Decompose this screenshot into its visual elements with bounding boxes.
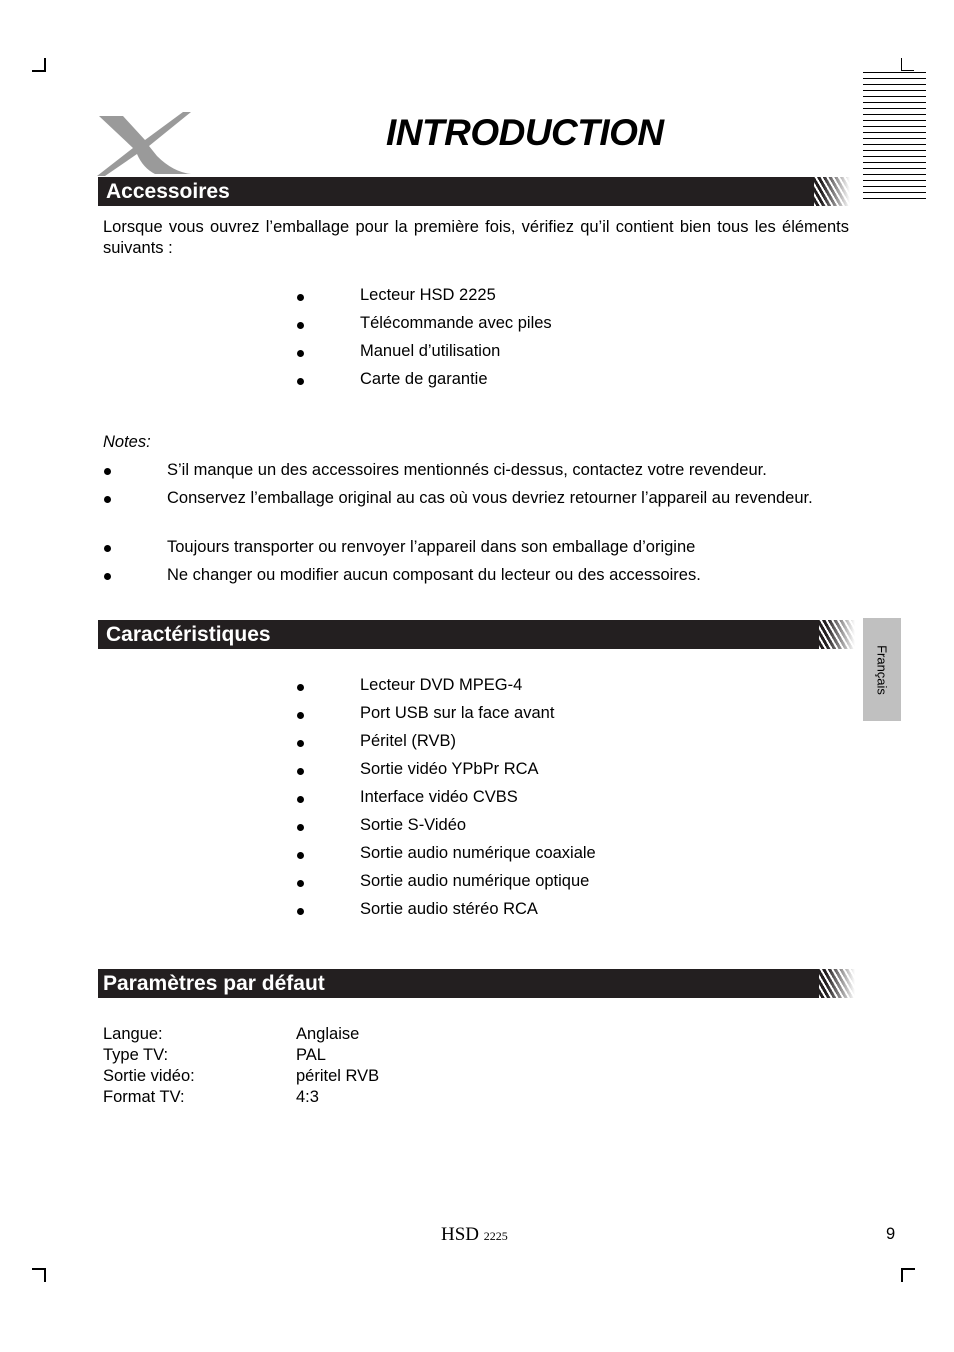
section-heading-text: Paramètres par défaut [103,972,325,995]
bullet-icon [297,880,304,887]
param-label: Langue: [103,1025,163,1043]
section-heading-text: Caractéristiques [106,623,271,646]
page-title: INTRODUCTION [386,112,664,153]
bullet-icon [297,908,304,915]
param-value: Anglaise [296,1025,360,1043]
crop-mark-bottom-left [32,1268,46,1282]
section-heading-text: Accessoires [106,180,230,203]
crop-mark-bottom-right [901,1268,915,1282]
param-value: 4:3 [296,1088,319,1106]
footer-brand-name: HSD [441,1224,480,1245]
list-item: Télécommande avec piles [360,314,552,332]
section-heading-caracteristiques [98,620,855,649]
bullet-icon [104,468,111,475]
param-label: Format TV: [103,1088,185,1106]
footer-model: 2225 [483,1229,508,1243]
footer-brand [441,1224,508,1246]
bullet-icon [297,740,304,747]
hatch-decoration [819,620,855,649]
list-item: Sortie S-Vidéo [360,816,467,834]
param-label: Type TV: [103,1046,169,1064]
section-heading-parametres [98,969,855,998]
note-item: Conservez l’emballage original au cas où vous devriez retourner l’appareil au revendeur. [167,489,813,507]
notes-label: Notes: [103,433,151,451]
bullet-icon [104,496,111,503]
bullet-icon [297,824,304,831]
list-item: Sortie vidéo YPbPr RCA [360,760,539,778]
hatch-decoration [819,969,855,998]
language-tab-label: Français [874,644,890,695]
x-logo-icon [95,110,195,176]
list-item: Sortie audio numérique coaxiale [360,844,596,862]
list-item: Carte de garantie [360,370,488,388]
bullet-icon [297,768,304,775]
list-item: Interface vidéo CVBS [360,788,518,806]
page-number: 9 [886,1225,896,1243]
language-tab [863,618,901,721]
param-value: PAL [296,1046,326,1064]
list-item: Sortie audio numérique optique [360,872,590,890]
bullet-icon [297,378,304,385]
bullet-icon [104,545,111,552]
list-item: Lecteur DVD MPEG-4 [360,676,523,694]
list-item: Port USB sur la face avant [360,704,555,722]
bullet-icon [297,796,304,803]
list-item: Péritel (RVB) [360,732,456,750]
list-item: Sortie audio stéréo RCA [360,900,538,918]
hatch-decoration [814,177,850,206]
param-value: péritel RVB [296,1067,380,1085]
bullet-icon [104,573,111,580]
section-heading-accessoires [98,177,850,206]
bullet-icon [297,852,304,859]
param-label: Sortie vidéo: [103,1067,195,1085]
note-item: Ne changer ou modifier aucun composant du lecteur ou des accessoires. [167,566,701,584]
bullet-icon [297,322,304,329]
crop-mark-top-left [32,58,46,72]
intro-paragraph: Lorsque vous ouvrez l’emballage pour la première fois, vérifiez qu’il contient bien tous les éléments suivants : [103,218,849,257]
note-item: Toujours transporter ou renvoyer l’appareil dans son emballage d’origine [167,538,696,556]
bullet-icon [297,684,304,691]
decorative-lines [863,72,926,200]
note-item: S’il manque un des accessoires mentionnés ci-dessus, contactez votre revendeur. [167,461,767,479]
list-item: Manuel d’utilisation [360,342,501,360]
bullet-icon [297,294,304,301]
bullet-icon [297,350,304,357]
crop-mark-top-right [901,58,914,71]
bullet-icon [297,712,304,719]
list-item: Lecteur HSD 2225 [360,286,496,304]
